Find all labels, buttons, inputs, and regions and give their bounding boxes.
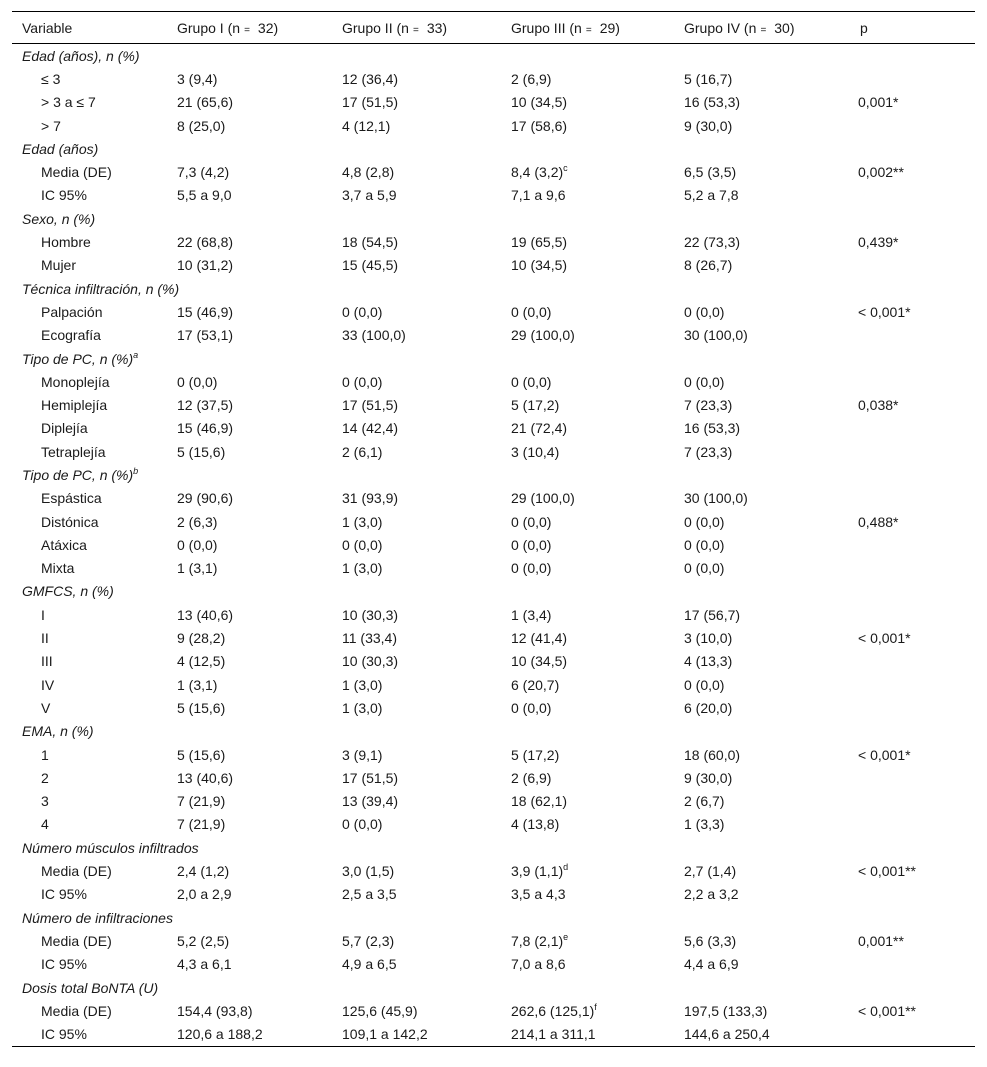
cell-grupo-3: 12 (41,4) (511, 630, 568, 647)
group-label: Número músculos infiltrados (22, 839, 199, 856)
cell-grupo-2: 12 (36,4) (342, 70, 399, 87)
cell-p-value: < 0,001* (858, 630, 911, 647)
cell-grupo-4: 2,2 a 3,2 (684, 886, 739, 903)
cell-grupo-2: 17 (51,5) (342, 769, 399, 786)
table-row (12, 230, 975, 253)
cell-grupo-1: 7,3 (4,2) (177, 164, 230, 181)
cell-p-value: 0,001** (858, 932, 904, 949)
cell-grupo-3: 10 (34,5) (511, 653, 568, 670)
cell-grupo-1: 0 (0,0) (177, 373, 218, 390)
group-header-row (12, 720, 975, 743)
cell-grupo-4: 6,5 (3,5) (684, 164, 737, 181)
footnote-marker: c (563, 163, 568, 174)
row-label: Diplejía (41, 420, 88, 437)
cell-grupo-2: 0 (0,0) (342, 373, 383, 390)
cell-grupo-3: 0 (0,0) (511, 536, 552, 553)
cell-grupo-4: 0 (0,0) (684, 373, 725, 390)
cell-grupo-2: 33 (100,0) (342, 327, 406, 344)
cell-grupo-3: 29 (100,0) (511, 490, 575, 507)
row-label: I (41, 606, 45, 623)
cell-grupo-1: 5 (15,6) (177, 699, 226, 716)
cell-grupo-3: 4 (13,8) (511, 816, 560, 833)
cell-p-value (850, 696, 975, 719)
row-label: > 3 a ≤ 7 (41, 94, 96, 111)
cell-grupo-3: 3 (10,4) (511, 443, 560, 460)
cell-p-value: 0,001* (858, 94, 899, 111)
group-header-row (12, 580, 975, 603)
cell-p-value (850, 440, 975, 463)
cell-grupo-4: 0 (0,0) (684, 676, 725, 693)
cell-grupo-2: 125,6 (45,9) (342, 1002, 418, 1019)
cell-grupo-2: 1 (3,0) (342, 513, 383, 530)
cell-grupo-4: 2,7 (1,4) (684, 863, 737, 880)
cell-grupo-2: 0 (0,0) (342, 536, 383, 553)
table-row (12, 393, 975, 416)
row-label: Media (DE) (41, 863, 112, 880)
footnote-marker: a (133, 349, 139, 360)
cell-grupo-2: 2 (6,1) (342, 443, 383, 460)
cell-grupo-2: 15 (45,5) (342, 257, 399, 274)
table-row (12, 1022, 975, 1046)
footnote-marker: d (563, 862, 569, 873)
table-row (12, 929, 975, 952)
row-label: Atáxica (41, 536, 87, 553)
row-label: 4 (41, 816, 49, 833)
cell-grupo-2: 14 (42,4) (342, 420, 399, 437)
group-header-row (12, 44, 975, 68)
cell-grupo-1: 10 (31,2) (177, 257, 234, 274)
cell-grupo-1: 13 (40,6) (177, 769, 234, 786)
cell-grupo-1: 15 (46,9) (177, 303, 234, 320)
cell-grupo-4: 16 (53,3) (684, 94, 741, 111)
table-row (12, 953, 975, 976)
cell-grupo-2: 0 (0,0) (342, 816, 383, 833)
row-label: 1 (41, 746, 49, 763)
table-row (12, 91, 975, 114)
cell-grupo-3: 10 (34,5) (511, 257, 568, 274)
row-label: 2 (41, 769, 49, 786)
cell-p-value (850, 673, 975, 696)
table-row (12, 254, 975, 277)
cell-p-value (850, 813, 975, 836)
cell-grupo-1: 4,3 a 6,1 (177, 956, 232, 973)
table-row (12, 67, 975, 90)
cell-grupo-2: 4,9 a 6,5 (342, 956, 397, 973)
row-label: > 7 (41, 117, 61, 134)
cell-grupo-4: 1 (3,3) (684, 816, 725, 833)
cell-grupo-1: 5 (15,6) (177, 443, 226, 460)
cell-grupo-4: 5,6 (3,3) (684, 932, 737, 949)
cell-p-value (850, 533, 975, 556)
cell-grupo-1: 120,6 a 188,2 (177, 1026, 263, 1043)
table-row (12, 603, 975, 626)
cell-grupo-3: 21 (72,4) (511, 420, 568, 437)
cell-grupo-3: 17 (58,6) (511, 117, 568, 134)
group-header-row (12, 976, 975, 999)
cell-grupo-1: 0 (0,0) (177, 536, 218, 553)
cell-p-value: 0,439* (858, 234, 899, 251)
cell-grupo-3: 3,5 a 4,3 (511, 886, 566, 903)
cell-grupo-2: 13 (39,4) (342, 793, 399, 810)
row-label: III (41, 653, 53, 670)
table-row (12, 813, 975, 836)
cell-grupo-3: 3,9 $(1,1)^d$ (511, 862, 569, 880)
cell-grupo-4: 22 (73,3) (684, 234, 741, 251)
table-row (12, 790, 975, 813)
cell-grupo-2: 3,0 (1,5) (342, 863, 395, 880)
cell-grupo-2: 1 (3,0) (342, 699, 383, 716)
row-label: IV (41, 676, 55, 693)
cell-grupo-2: 31 (93,9) (342, 490, 399, 507)
cell-grupo-4: 6 (20,0) (684, 699, 733, 716)
row-label: Distónica (41, 513, 99, 530)
table-row (12, 859, 975, 882)
cell-grupo-1: 5,2 (2,5) (177, 932, 230, 949)
cell-grupo-4: 2 (6,7) (684, 793, 725, 810)
table-body (12, 44, 975, 1047)
row-label: Palpación (41, 303, 103, 320)
cell-p-value (850, 557, 975, 580)
cell-p-value (850, 67, 975, 90)
cell-grupo-1: 4 (12,5) (177, 653, 226, 670)
header-grupo-4: Grupo IV (n = 30) (684, 19, 795, 36)
cell-grupo-2: 17 (51,5) (342, 94, 399, 111)
row-label: Mujer (41, 257, 77, 274)
cell-grupo-1: 3 (9,4) (177, 70, 218, 87)
cell-p-value (850, 790, 975, 813)
cell-grupo-4: 9 (30,0) (684, 769, 733, 786)
cell-grupo-1: 15 (46,9) (177, 420, 234, 437)
group-label: Número de infiltraciones (22, 909, 173, 926)
cell-p-value (850, 1022, 975, 1046)
cell-grupo-3: 6 (20,7) (511, 676, 560, 693)
table-row (12, 766, 975, 789)
group-label: Sexo, n (%) (22, 210, 96, 227)
cell-p-value: < 0,001* (858, 303, 911, 320)
cell-grupo-1: 2 (6,3) (177, 513, 218, 530)
cell-grupo-4: 144,6 a 250,4 (684, 1026, 770, 1043)
cell-grupo-1: 1 (3,1) (177, 560, 218, 577)
table-row (12, 114, 975, 137)
group-label: Tipo de PC, n (%)$^a$ (22, 349, 139, 367)
group-label: Edad (años), n (%) (22, 47, 140, 64)
group-header-row (12, 347, 975, 370)
cell-grupo-4: 197,5 (133,3) (684, 1002, 768, 1019)
cell-grupo-4: 5,2 a 7,8 (684, 187, 739, 204)
group-header-row (12, 137, 975, 160)
cell-grupo-4: 3 (10,0) (684, 630, 733, 647)
cell-grupo-4: 4,4 a 6,9 (684, 956, 739, 973)
cell-grupo-3: 0 (0,0) (511, 699, 552, 716)
cell-grupo-1: 7 (21,9) (177, 793, 226, 810)
row-label: IC 95% (41, 956, 87, 973)
cell-grupo-2: 4 (12,1) (342, 117, 391, 134)
cell-grupo-1: 7 (21,9) (177, 816, 226, 833)
header-grupo-2: Grupo II (n = 33) (342, 19, 448, 36)
cell-grupo-4: 0 (0,0) (684, 560, 725, 577)
cell-grupo-4: 17 (56,7) (684, 606, 741, 623)
cell-p-value: 0,002** (858, 164, 904, 181)
group-label: Edad (años) (22, 140, 99, 157)
cell-p-value (850, 184, 975, 207)
cell-p-value: 0,488* (858, 513, 899, 530)
row-label: IC 95% (41, 1026, 87, 1043)
group-header-row (12, 836, 975, 859)
row-label: Espástica (41, 490, 102, 507)
table-row (12, 883, 975, 906)
cell-grupo-2: 4,8 (2,8) (342, 164, 395, 181)
header-grupo-3: Grupo III (n = 29) (511, 19, 620, 36)
group-label: EMA, n (%) (22, 723, 94, 740)
cell-grupo-1: 1 (3,1) (177, 676, 218, 693)
table-row (12, 696, 975, 719)
cell-grupo-3: 0 (0,0) (511, 560, 552, 577)
cell-grupo-3: 29 (100,0) (511, 327, 575, 344)
cell-grupo-3: 19 (65,5) (511, 234, 568, 251)
cell-grupo-3: 0 (0,0) (511, 373, 552, 390)
cell-grupo-4: 18 (60,0) (684, 746, 741, 763)
cell-p-value (850, 883, 975, 906)
cell-grupo-4: 9 (30,0) (684, 117, 733, 134)
cell-grupo-2: 11 (33,4) (342, 630, 397, 647)
row-label: IC 95% (41, 187, 87, 204)
cell-grupo-3: 7,0 a 8,6 (511, 956, 566, 973)
cell-grupo-3: 1 (3,4) (511, 606, 552, 623)
cell-grupo-4: 4 (13,3) (684, 653, 733, 670)
cell-grupo-2: 3 (9,1) (342, 746, 383, 763)
header-grupo-1: Grupo I (n = 32) (177, 19, 279, 36)
cell-p-value (850, 650, 975, 673)
cell-grupo-3: 2 (6,9) (511, 70, 552, 87)
cell-grupo-3: 0 (0,0) (511, 513, 552, 530)
group-header-row (12, 906, 975, 929)
row-label: IC 95% (41, 886, 87, 903)
data-table (12, 11, 975, 1047)
cell-grupo-4: 7 (23,3) (684, 443, 733, 460)
cell-grupo-3: 18 (62,1) (511, 793, 568, 810)
cell-grupo-4: 0 (0,0) (684, 303, 725, 320)
cell-grupo-3: 5 (17,2) (511, 397, 560, 414)
row-label: II (41, 630, 49, 647)
cell-grupo-1: 5 (15,6) (177, 746, 226, 763)
table-row (12, 557, 975, 580)
cell-grupo-4: 7 (23,3) (684, 397, 733, 414)
row-label: Tetraplejía (41, 443, 106, 460)
cell-grupo-3: 262,6 $(125,1)^f$ (511, 1001, 597, 1019)
row-label: Monoplejía (41, 373, 110, 390)
cell-grupo-3: 10 (34,5) (511, 94, 568, 111)
cell-grupo-3: 7,1 a 9,6 (511, 187, 566, 204)
cell-grupo-4: 8 (26,7) (684, 257, 733, 274)
cell-grupo-4: 30 (100,0) (684, 327, 748, 344)
cell-p-value (850, 953, 975, 976)
row-label: V (41, 699, 51, 716)
cell-grupo-2: 18 (54,5) (342, 234, 399, 251)
cell-p-value (850, 487, 975, 510)
row-label: Hemiplejía (41, 397, 108, 414)
cell-grupo-2: 10 (30,3) (342, 606, 399, 623)
cell-grupo-1: 2,0 a 2,9 (177, 886, 232, 903)
group-header-row (12, 463, 975, 486)
footnote-marker: e (563, 931, 569, 942)
cell-grupo-3: 5 (17,2) (511, 746, 560, 763)
table-row (12, 743, 975, 766)
table-row (12, 487, 975, 510)
table-row (12, 300, 975, 323)
table-row (12, 626, 975, 649)
cell-grupo-1: 8 (25,0) (177, 117, 226, 134)
cell-p-value: < 0,001** (858, 863, 916, 880)
table-row (12, 440, 975, 463)
cell-p-value: < 0,001** (858, 1002, 916, 1019)
cell-grupo-3: 8,4 $(3,2)^c$ (511, 163, 568, 181)
group-label: Técnica infiltración, n (%) (22, 280, 180, 297)
cell-grupo-1: 21 (65,6) (177, 94, 234, 111)
cell-grupo-1: 2,4 (1,2) (177, 863, 230, 880)
table-row (12, 510, 975, 533)
group-label: GMFCS, n (%) (22, 583, 114, 600)
table-row (12, 324, 975, 347)
table-row (12, 999, 975, 1022)
cell-grupo-3: 7,8 $(2,1)^e$ (511, 931, 569, 949)
cell-p-value (850, 603, 975, 626)
cell-grupo-1: 22 (68,8) (177, 234, 234, 251)
row-label: Hombre (41, 234, 91, 251)
cell-grupo-4: 5 (16,7) (684, 70, 733, 87)
cell-grupo-2: 1 (3,0) (342, 676, 383, 693)
cell-grupo-1: 17 (53,1) (177, 327, 234, 344)
cell-grupo-4: 0 (0,0) (684, 536, 725, 553)
cell-grupo-2: 1 (3,0) (342, 560, 383, 577)
table-header (12, 12, 975, 44)
table-row (12, 673, 975, 696)
header-p: p (860, 19, 868, 36)
cell-grupo-2: 3,7 a 5,9 (342, 187, 397, 204)
table-container (12, 11, 975, 1047)
group-label: Tipo de PC, n (%)$^b$ (22, 465, 139, 483)
group-header-row (12, 277, 975, 300)
cell-grupo-1: 9 (28,2) (177, 630, 226, 647)
cell-p-value: 0,038* (858, 397, 899, 414)
cell-grupo-1: 29 (90,6) (177, 490, 234, 507)
cell-grupo-2: 0 (0,0) (342, 303, 383, 320)
row-label: Media (DE) (41, 1002, 112, 1019)
cell-grupo-4: 30 (100,0) (684, 490, 748, 507)
table-row (12, 184, 975, 207)
cell-grupo-2: 5,7 (2,3) (342, 932, 395, 949)
cell-grupo-4: 16 (53,3) (684, 420, 741, 437)
row-label: Mixta (41, 560, 75, 577)
table-row (12, 417, 975, 440)
cell-grupo-2: 109,1 a 142,2 (342, 1026, 428, 1043)
row-label: 3 (41, 793, 49, 810)
cell-grupo-3: 2 (6,9) (511, 769, 552, 786)
row-label: ≤ 3 (41, 70, 61, 87)
table-row (12, 370, 975, 393)
cell-grupo-1: 12 (37,5) (177, 397, 234, 414)
cell-grupo-2: 2,5 a 3,5 (342, 886, 397, 903)
cell-p-value (850, 254, 975, 277)
cell-grupo-3: 214,1 a 311,1 (511, 1026, 596, 1043)
row-label: Media (DE) (41, 164, 112, 181)
footnote-marker: f (594, 1001, 597, 1012)
cell-grupo-2: 10 (30,3) (342, 653, 399, 670)
footnote-marker: b (133, 465, 139, 476)
cell-grupo-2: 17 (51,5) (342, 397, 399, 414)
cell-grupo-1: 154,4 (93,8) (177, 1002, 253, 1019)
cell-grupo-4: 0 (0,0) (684, 513, 725, 530)
cell-grupo-3: 0 (0,0) (511, 303, 552, 320)
row-label: Media (DE) (41, 932, 112, 949)
cell-p-value: < 0,001* (858, 746, 911, 763)
row-label: Ecografía (41, 327, 101, 344)
table-row (12, 533, 975, 556)
header-variable: Variable (22, 19, 73, 36)
table-row (12, 160, 975, 183)
cell-p-value (850, 114, 975, 137)
group-label: Dosis total BoNTA (U) (22, 979, 159, 996)
cell-p-value (850, 417, 975, 440)
cell-grupo-1: 13 (40,6) (177, 606, 234, 623)
cell-grupo-1: 5,5 a 9,0 (177, 187, 232, 204)
cell-p-value (850, 370, 975, 393)
header-row (12, 12, 975, 44)
cell-p-value (850, 766, 975, 789)
cell-p-value (850, 324, 975, 347)
table-row (12, 650, 975, 673)
group-header-row (12, 207, 975, 230)
